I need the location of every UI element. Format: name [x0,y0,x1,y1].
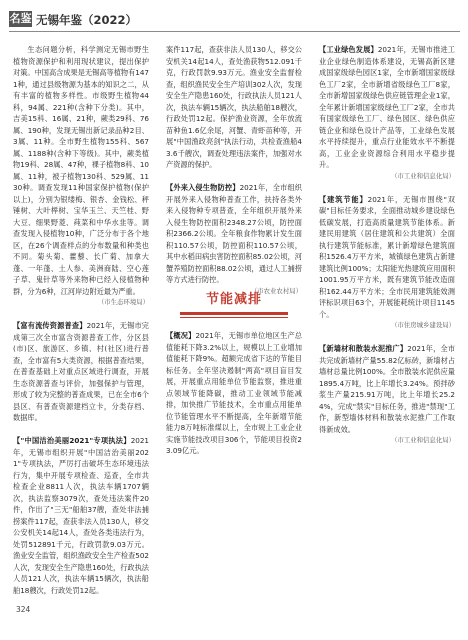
section-title: 【富有流传资源普查】 [13,321,87,330]
section-title: 【概况】 [166,331,196,340]
section-title: 【"中国洁治美丽2021"专项执法】 [13,436,131,445]
column-middle-lower [166,330,302,457]
banner-rule [180,312,288,315]
section-body: 2021年，无锡市围绕"双碳"目标任务要求，全面推动城乡建设绿色低碳发展，打造高质量建筑节能体系。新建民用建筑（居住建筑和公共建筑）全面执行建筑节能标准，累计新增绿色建筑面积1526.4万平方米，城镇绿色建筑占新建建筑比例100%；太阳能光热建筑应用面积1001.95万平方米，既有建筑节能改造面积162.44万平方米；全市民用建筑能效测评标识项目63个，开展能耗统计项目1145个。 [319,194,455,319]
column-left [13,44,149,595]
source-note: （市工业和信息化局） [391,436,455,444]
header-divider [9,31,460,32]
yearbook-logo: 名鉴 [9,12,32,25]
section-body: 2021年，全市共完成新墙材产量55.82亿标砖，新墙材占墙材总量比例100%。全市散装水泥供应量1895.4万吨，比上年增长3.24%。预拌砂浆生产量215.91万吨，比上年增长25.24%，完成"禁实"目标任务，推进"禁现"工作，新型墙体材料和散装水泥推广工作取得新成效。 [319,344,455,434]
section [13,320,149,424]
section-body: 2021年，无锡市单位地区生产总值能耗下降3.2%以上，规模以上工业增加值能耗下降9%。超额完成省下达的节能目标任务。全年坚决遏制"两高"项目盲目发展，开展重点用能单位节能监察，推进重点领域节能降碳，推动工业领域节能减排，加快推广节能技术，全市重点用能单位节能管理水平不断提高，全年新增节能能力8万吨标准煤以上，全市规上工业企业实施节能技改项目306个，节能项目投资23.09亿元。 [166,331,302,455]
paragraph: 生态问题分析，科学测定无锡市野生植物资源保护和利用现状建议，提出保护对策。中国高含成果是无锡高等植物有1471种，通过县级物源为基本的知识之二，从有丰富的植物多样性。市级野生植物44科，94属、221种(含种下分类)。其中，吉美15科、16属、21种，蕨类29科、76属、190种，发现无锡出新记录品种2目、3属、11种。全市野生植物155科、567属、1188种(含种下等级)。其中，蕨类植物19科、28属、47种，裸子植物8科、10属、11种，被子植物130科、529属、1130种。调查发现11种国家保护植物(保护以上)，分别为银缕梅、银杏、金钱松、秤锤树、大叶榉树、宝华玉兰、天竺桂、野大豆、细果野菱、莼菜和中华水韭等。调查发现入侵植物10种，广泛分布于各个地区，在26个调查样点的分布数量和种类也不同。菊头菊、藿藜、长广菊、加拿大蓬、一年蓬、土人参、美洲商陆、空心莲子草、鬼针草等外来物种已经入侵植物种群，分为6种，江河岸边附近最为严重。 [13,45,149,296]
source-note: （市工业和信息化局） [391,171,455,180]
section-body: 2021年，无锡市完成第三次全市富含资源普查工作，分区县(市)区、旅游区、乡镇、村(社区)进行普查，全市富有5大类资源，根据普查结果，在普查基础上对重点区域进行调查，开展生态资源普查与评价，加强保护与管理，形成了较为完整的普查成果，已在全市6个县区、有普查资源建档立卡，分类存档、数据库。 [13,321,149,422]
source-note: （市生态环境局） [97,298,149,306]
section-title: 【外来入侵生物防控】 [166,183,240,192]
column-right [319,44,455,447]
section-title: 【建筑节能】 [319,194,368,204]
banner-title: 节能减排 [205,292,262,307]
paragraph: 案件117起，查获非法人员130人，移交公安机关14起14人，查处渔获物512.091千克，行政罚款9.93万元。渔业安全监督检查，组织渔民安全生产培训302人次，发现安全生产隐患160处，行政执法人员121人次，执法车辆15辆次，执法船舶18艘次，行政处罚12起。保护渔业资源，全年放流苗种鱼1.6亿余尾，河蟹、青虾苗种等，开展"中国渔政亮剑"执法行动，共检查渔船43.6千艘次，调查处理违法案件，加强对水产资源的保护。 [166,45,302,169]
section [166,182,302,286]
source-note: （市住房城乡建设局） [391,321,455,329]
section-title: 【新墙材和散装水泥推广】 [319,344,408,353]
section [166,330,302,457]
yearbook-title: 无锡年鉴（2022） [36,13,138,27]
page-number: 324 [16,605,31,614]
section-body: 2021年，无锡市组织开展"中国洁治美丽2021"专项执法，严厉打击破坏生态环境违法行为，集中开展专项检查、巡查，全市共检查企业8811人次，执法车辆1707辆次，执法监察3079次，查处违法案件20件，作出了"三无"船舶37艘，查处非法捕捞案件117起，查获非法入员130人，移交公安机关14起14人，查处各类违法行为，处罚512891千元，行政罚款9.03万元。渔业安全监管，组织渔政安全生产检查502人次，发现安全生产隐患160处，行政执法人员121人次，执法车辆15辆次，执法船舶18艘次，行政处罚12起。 [13,436,149,595]
section [319,194,455,321]
section-body: 2021年，全市组织开展外来入侵物种普查工作，扶持各类外来入侵物种专项普查，全年组织开展外来入侵生物防控面积2348.27公顷，防控面积2366.2公顷。全年粮食作物累计发生面积110.57公顷，防控面积110.57公顷，其中水稻田病虫害防控面积85.02公顷，河蟹养殖防控面积88.02公顷，通过人工捕捞等方式进行防控。 [166,183,302,284]
banner-rule-thin [180,317,288,318]
section [319,44,455,171]
page-header [0,0,468,34]
source-note: （市农业农村局） [250,286,302,295]
section-title: 【工业绿色发展】 [319,45,378,54]
section [13,435,149,596]
section [319,343,455,435]
section-banner [166,284,302,322]
section-body: 2021年，无锡市推进工业企业绿色制造体系建设，无锡高新区建成国家级绿色园区1家，全市新增国家级绿色工厂2家，全市新增省级绿色工厂8家，全市新增国家级绿色供应链管理企业1家，全年累计新增国家级绿色工厂2家，全市共有国家级绿色工厂、绿色园区、绿色供应链企业和绿色设计产品等，工业绿色发展水平持续提升，重点行业能效水平不断提高，工业企业资源综合利用水平稳步提升。 [319,45,455,169]
column-middle [166,44,302,297]
